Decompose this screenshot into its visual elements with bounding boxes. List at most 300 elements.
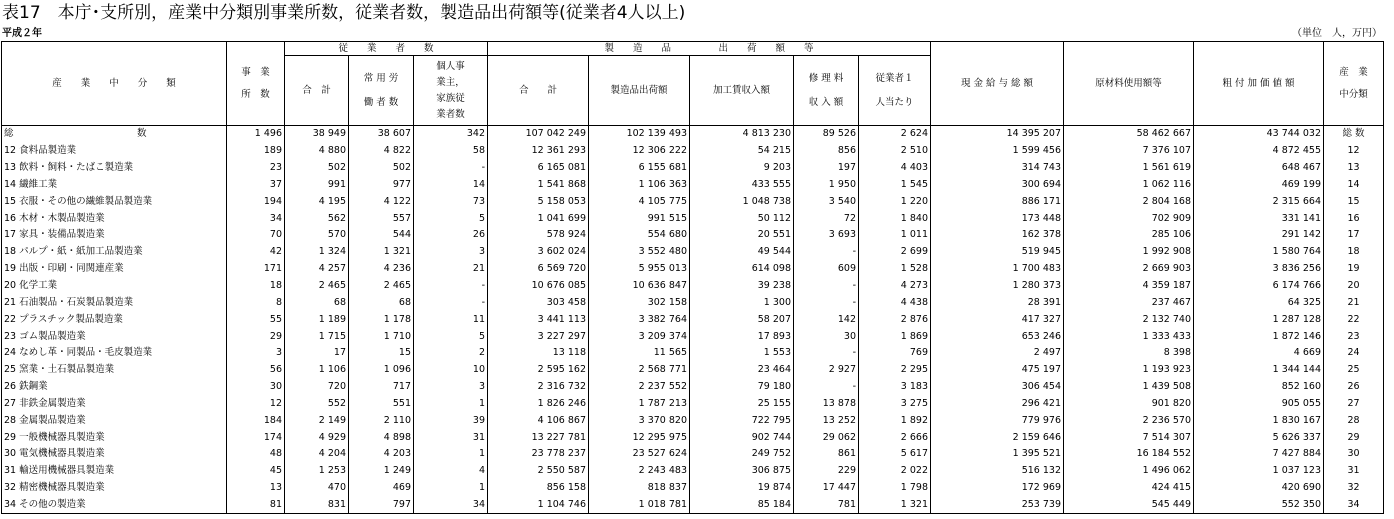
unit-label: （単位 人，万円）	[1292, 28, 1382, 39]
cell-processing-income: 722 795	[690, 412, 794, 429]
cell-employees-total: 1 715	[285, 328, 349, 345]
header-emp-individual-line1: 個人事	[436, 60, 465, 72]
cell-cash-wages: 886 171	[931, 193, 1064, 210]
cell-cash-wages: 28 391	[931, 294, 1064, 311]
cell-employees-total: 831	[285, 497, 349, 514]
table-row	[2, 177, 1384, 194]
cell-regular-workers: 469	[349, 480, 414, 497]
cell-gross-value-added: 331 141	[1194, 210, 1324, 227]
cell-repair-income: 2 927	[794, 362, 859, 379]
cell-shipments-total: 2 316 732	[488, 379, 589, 396]
cell-shipments-total: 2 595 162	[488, 362, 589, 379]
cell-materials-cost: 1 439 508	[1064, 379, 1194, 396]
cell-materials-cost: 1 193 923	[1064, 362, 1194, 379]
cell-cash-wages: 1 395 521	[931, 446, 1064, 463]
cell-repair-income: -	[794, 294, 859, 311]
cell-repair-income: 13 878	[794, 396, 859, 413]
cell-cash-wages: 1 700 483	[931, 261, 1064, 278]
cell-gross-value-added: 648 467	[1194, 160, 1324, 177]
cell-shipments-total: 4 106 867	[488, 412, 589, 429]
cell-materials-cost: 4 359 187	[1064, 278, 1194, 295]
cell-industry-code: 17	[1324, 227, 1384, 244]
header-emp-regular	[349, 56, 414, 126]
header-establishments-line2: 所 数	[241, 88, 270, 100]
cell-cash-wages: 306 454	[931, 379, 1064, 396]
cell-processing-income: 1 048 738	[690, 193, 794, 210]
cell-individual-family: 10	[414, 362, 488, 379]
cell-materials-cost: 1 496 062	[1064, 463, 1194, 480]
cell-name: 12 食料品製造業	[2, 143, 227, 160]
cell-employees-total: 4 195	[285, 193, 349, 210]
cell-individual-family: 3	[414, 379, 488, 396]
cell-materials-cost: 8 398	[1064, 345, 1194, 362]
cell-per-employee: 2 295	[859, 362, 931, 379]
cell-materials-cost: 1 992 908	[1064, 244, 1194, 261]
cell-industry-code: 16	[1324, 210, 1384, 227]
cell-cash-wages: 653 246	[931, 328, 1064, 345]
cell-individual-family: -	[414, 160, 488, 177]
cell-repair-income: 29 062	[794, 429, 859, 446]
cell-establishments: 42	[227, 244, 285, 261]
cell-name: 25 窯業・土石製品製造業	[2, 362, 227, 379]
cell-regular-workers: 1 710	[349, 328, 414, 345]
table-row	[2, 412, 1384, 429]
cell-materials-cost: 285 106	[1064, 227, 1194, 244]
cell-gross-value-added: 469 199	[1194, 177, 1324, 194]
table-row	[2, 126, 1384, 143]
cell-goods-shipments: 1 018 781	[589, 497, 690, 514]
cell-gross-value-added: 43 744 032	[1194, 126, 1324, 143]
cell-cash-wages: 779 976	[931, 412, 1064, 429]
cell-individual-family: 34	[414, 497, 488, 514]
table-row	[2, 328, 1384, 345]
cell-establishments: 8	[227, 294, 285, 311]
cell-name: 13 飲料・飼料・たばこ製造業	[2, 160, 227, 177]
cell-gross-value-added: 2 315 664	[1194, 193, 1324, 210]
cell-regular-workers: 551	[349, 396, 414, 413]
cell-employees-total: 4 929	[285, 429, 349, 446]
cell-processing-income: 902 744	[690, 429, 794, 446]
cell-materials-cost: 7 376 107	[1064, 143, 1194, 160]
header-industry-code	[1324, 42, 1384, 126]
cell-individual-family: -	[414, 294, 488, 311]
cell-employees-total: 1 253	[285, 463, 349, 480]
cell-repair-income: -	[794, 379, 859, 396]
cell-goods-shipments: 23 527 624	[589, 446, 690, 463]
cell-materials-cost: 1 333 433	[1064, 328, 1194, 345]
header-employees-group: 従 業 者 数	[285, 42, 488, 56]
header-value-added: 粗 付 加 価 値 額	[1194, 42, 1324, 126]
cell-materials-cost: 545 449	[1064, 497, 1194, 514]
table-title: 表17 本庁･支所別，産業中分類別事業所数，従業者数，製造品出荷額等(従業者4人以上)	[2, 3, 686, 23]
cell-cash-wages: 162 378	[931, 227, 1064, 244]
cell-shipments-total: 6 569 720	[488, 261, 589, 278]
cell-shipments-total: 12 361 293	[488, 143, 589, 160]
cell-employees-total: 991	[285, 177, 349, 194]
cell-per-employee: 1 011	[859, 227, 931, 244]
cell-per-employee: 2 022	[859, 463, 931, 480]
cell-per-employee: 1 798	[859, 480, 931, 497]
cell-name: 17 家具・装備品製造業	[2, 227, 227, 244]
cell-goods-shipments: 554 680	[589, 227, 690, 244]
cell-shipments-total: 3 227 297	[488, 328, 589, 345]
cell-name: 22 プラスチック製品製造業	[2, 311, 227, 328]
cell-processing-income: 54 215	[690, 143, 794, 160]
header-emp-individual-line4: 業者数	[436, 108, 465, 120]
cell-goods-shipments: 3 370 820	[589, 412, 690, 429]
cell-establishments: 37	[227, 177, 285, 194]
cell-per-employee: 4 403	[859, 160, 931, 177]
cell-cash-wages: 2 497	[931, 345, 1064, 362]
cell-processing-income: 4 813 230	[690, 126, 794, 143]
cell-repair-income: -	[794, 278, 859, 295]
cell-regular-workers: 502	[349, 160, 414, 177]
cell-employees-total: 2 149	[285, 412, 349, 429]
cell-name: 16 木材・木製品製造業	[2, 210, 227, 227]
cell-gross-value-added: 4 669	[1194, 345, 1324, 362]
cell-establishments: 34	[227, 210, 285, 227]
cell-establishments: 174	[227, 429, 285, 446]
cell-per-employee: 3 183	[859, 379, 931, 396]
cell-regular-workers: 557	[349, 210, 414, 227]
cell-regular-workers: 4 822	[349, 143, 414, 160]
header-industry-code-line1: 産 業	[1339, 66, 1368, 78]
header-emp-individual-line2: 業主，	[436, 76, 465, 88]
cell-materials-cost: 1 561 619	[1064, 160, 1194, 177]
cell-industry-code: 34	[1324, 497, 1384, 514]
cell-shipments-total: 1 104 746	[488, 497, 589, 514]
cell-individual-family: 21	[414, 261, 488, 278]
cell-regular-workers: 2 110	[349, 412, 414, 429]
cell-gross-value-added: 552 350	[1194, 497, 1324, 514]
cell-individual-family: 11	[414, 311, 488, 328]
cell-processing-income: 9 203	[690, 160, 794, 177]
cell-shipments-total: 10 676 085	[488, 278, 589, 295]
cell-regular-workers: 977	[349, 177, 414, 194]
cell-per-employee: 5 617	[859, 446, 931, 463]
cell-processing-income: 249 752	[690, 446, 794, 463]
cell-industry-code: 32	[1324, 480, 1384, 497]
cell-individual-family: 26	[414, 227, 488, 244]
cell-per-employee: 4 438	[859, 294, 931, 311]
cell-processing-income: 58 207	[690, 311, 794, 328]
cell-gross-value-added: 1 344 144	[1194, 362, 1324, 379]
cell-goods-shipments: 1 787 213	[589, 396, 690, 413]
cell-materials-cost: 424 415	[1064, 480, 1194, 497]
cell-per-employee: 3 275	[859, 396, 931, 413]
table-row	[2, 311, 1384, 328]
cell-per-employee: 2 666	[859, 429, 931, 446]
cell-name: 32 精密機械器具製造業	[2, 480, 227, 497]
statistics-table	[1, 41, 1384, 514]
cell-cash-wages: 14 395 207	[931, 126, 1064, 143]
cell-per-employee: 2 510	[859, 143, 931, 160]
cell-industry-code: 22	[1324, 311, 1384, 328]
cell-shipments-total: 107 042 249	[488, 126, 589, 143]
cell-establishments: 81	[227, 497, 285, 514]
cell-establishments: 184	[227, 412, 285, 429]
cell-employees-total: 1 106	[285, 362, 349, 379]
cell-processing-income: 1 300	[690, 294, 794, 311]
cell-goods-shipments: 12 306 222	[589, 143, 690, 160]
cell-cash-wages: 516 132	[931, 463, 1064, 480]
cell-employees-total: 562	[285, 210, 349, 227]
cell-cash-wages: 296 421	[931, 396, 1064, 413]
cell-shipments-total: 1 826 246	[488, 396, 589, 413]
cell-gross-value-added: 905 055	[1194, 396, 1324, 413]
cell-shipments-total: 6 165 081	[488, 160, 589, 177]
cell-individual-family: 342	[414, 126, 488, 143]
cell-regular-workers: 1 321	[349, 244, 414, 261]
cell-cash-wages: 417 327	[931, 311, 1064, 328]
cell-gross-value-added: 1 830 167	[1194, 412, 1324, 429]
cell-industry-code: 19	[1324, 261, 1384, 278]
cell-individual-family: 1	[414, 480, 488, 497]
cell-shipments-total: 13 118	[488, 345, 589, 362]
cell-gross-value-added: 1 287 128	[1194, 311, 1324, 328]
cell-industry-code: 26	[1324, 379, 1384, 396]
cell-materials-cost: 2 669 903	[1064, 261, 1194, 278]
cell-repair-income: 856	[794, 143, 859, 160]
cell-processing-income: 39 238	[690, 278, 794, 295]
cell-name: 21 石油製品・石炭製品製造業	[2, 294, 227, 311]
header-establishments	[227, 42, 285, 126]
cell-gross-value-added: 420 690	[1194, 480, 1324, 497]
cell-shipments-total: 856 158	[488, 480, 589, 497]
table-row	[2, 497, 1384, 514]
cell-processing-income: 306 875	[690, 463, 794, 480]
table-row	[2, 244, 1384, 261]
cell-gross-value-added: 852 160	[1194, 379, 1324, 396]
cell-establishments: 18	[227, 278, 285, 295]
cell-per-employee: 1 528	[859, 261, 931, 278]
cell-repair-income: -	[794, 345, 859, 362]
cell-gross-value-added: 1 872 146	[1194, 328, 1324, 345]
cell-individual-family: 1	[414, 446, 488, 463]
cell-materials-cost: 1 062 116	[1064, 177, 1194, 194]
cell-processing-income: 23 464	[690, 362, 794, 379]
header-ship-repair	[794, 56, 859, 126]
cell-goods-shipments: 4 105 775	[589, 193, 690, 210]
cell-gross-value-added: 3 836 256	[1194, 261, 1324, 278]
cell-goods-shipments: 2 568 771	[589, 362, 690, 379]
cell-establishments: 29	[227, 328, 285, 345]
cell-per-employee: 1 321	[859, 497, 931, 514]
cell-gross-value-added: 1 580 764	[1194, 244, 1324, 261]
cell-industry-code: 18	[1324, 244, 1384, 261]
cell-shipments-total: 578 924	[488, 227, 589, 244]
table-row	[2, 379, 1384, 396]
cell-cash-wages: 519 945	[931, 244, 1064, 261]
header-emp-total: 合 計	[285, 56, 349, 126]
cell-shipments-total: 2 550 587	[488, 463, 589, 480]
cell-regular-workers: 15	[349, 345, 414, 362]
cell-establishments: 3	[227, 345, 285, 362]
cell-name: 24 なめし革・同製品・毛皮製造業	[2, 345, 227, 362]
cell-processing-income: 50 112	[690, 210, 794, 227]
cell-gross-value-added: 1 037 123	[1194, 463, 1324, 480]
cell-employees-total: 570	[285, 227, 349, 244]
cell-repair-income: 229	[794, 463, 859, 480]
header-ship-goods: 製造品出荷額	[589, 56, 690, 126]
table-row	[2, 294, 1384, 311]
header-emp-individual	[414, 56, 488, 126]
header-shipments-group: 製 造 品 出 荷 額 等	[488, 42, 931, 56]
cell-employees-total: 68	[285, 294, 349, 311]
cell-processing-income: 49 544	[690, 244, 794, 261]
cell-industry-code: 総 数	[1324, 126, 1384, 143]
header-materials: 原材料使用額等	[1064, 42, 1194, 126]
table-row	[2, 362, 1384, 379]
cell-per-employee: 4 273	[859, 278, 931, 295]
cell-industry-code: 23	[1324, 328, 1384, 345]
cell-gross-value-added: 291 142	[1194, 227, 1324, 244]
table-row	[2, 463, 1384, 480]
cell-employees-total: 720	[285, 379, 349, 396]
cell-materials-cost: 901 820	[1064, 396, 1194, 413]
cell-regular-workers: 4 203	[349, 446, 414, 463]
table-row	[2, 480, 1384, 497]
cell-gross-value-added: 7 427 884	[1194, 446, 1324, 463]
cell-individual-family: 39	[414, 412, 488, 429]
cell-goods-shipments: 5 955 013	[589, 261, 690, 278]
header-ship-per-employee-line1: 従業者１	[875, 72, 914, 84]
cell-goods-shipments: 2 237 552	[589, 379, 690, 396]
header-emp-regular-line2: 働 者 数	[363, 96, 399, 108]
table-row	[2, 143, 1384, 160]
cell-processing-income: 20 551	[690, 227, 794, 244]
table-row	[2, 193, 1384, 210]
table-body	[2, 126, 1384, 514]
cell-goods-shipments: 3 209 374	[589, 328, 690, 345]
cell-regular-workers: 1 249	[349, 463, 414, 480]
cell-employees-total: 502	[285, 160, 349, 177]
cell-name: 34 その他の製造業	[2, 497, 227, 514]
cell-industry-code: 20	[1324, 278, 1384, 295]
cell-repair-income: -	[794, 244, 859, 261]
cell-per-employee: 1 220	[859, 193, 931, 210]
cell-gross-value-added: 5 626 337	[1194, 429, 1324, 446]
cell-establishments: 48	[227, 446, 285, 463]
cell-name: 23 ゴム製品製造業	[2, 328, 227, 345]
cell-employees-total: 4 204	[285, 446, 349, 463]
cell-industry-code: 24	[1324, 345, 1384, 362]
cell-materials-cost: 16 184 552	[1064, 446, 1194, 463]
cell-goods-shipments: 1 106 363	[589, 177, 690, 194]
cell-shipments-total: 13 227 781	[488, 429, 589, 446]
cell-repair-income: 30	[794, 328, 859, 345]
cell-regular-workers: 4 236	[349, 261, 414, 278]
cell-establishments: 45	[227, 463, 285, 480]
table-row	[2, 429, 1384, 446]
table-row	[2, 261, 1384, 278]
cell-per-employee: 2 699	[859, 244, 931, 261]
cell-repair-income: 142	[794, 311, 859, 328]
cell-goods-shipments: 302 158	[589, 294, 690, 311]
header-emp-individual-line3: 家族従	[436, 92, 465, 104]
cell-individual-family: 31	[414, 429, 488, 446]
cell-repair-income: 861	[794, 446, 859, 463]
cell-goods-shipments: 11 565	[589, 345, 690, 362]
cell-goods-shipments: 991 515	[589, 210, 690, 227]
cell-processing-income: 85 184	[690, 497, 794, 514]
cell-regular-workers: 544	[349, 227, 414, 244]
cell-name: 28 金属製品製造業	[2, 412, 227, 429]
cell-individual-family: 5	[414, 210, 488, 227]
cell-processing-income: 1 553	[690, 345, 794, 362]
cell-establishments: 1 496	[227, 126, 285, 143]
cell-establishments: 13	[227, 480, 285, 497]
cell-establishments: 12	[227, 396, 285, 413]
cell-employees-total: 2 465	[285, 278, 349, 295]
cell-regular-workers: 797	[349, 497, 414, 514]
table-row	[2, 446, 1384, 463]
cell-per-employee: 2 624	[859, 126, 931, 143]
cell-individual-family: 73	[414, 193, 488, 210]
cell-cash-wages: 173 448	[931, 210, 1064, 227]
header-ship-per-employee	[859, 56, 931, 126]
year-label: 平成２年	[2, 28, 42, 39]
cell-gross-value-added: 4 872 455	[1194, 143, 1324, 160]
cell-employees-total: 1 189	[285, 311, 349, 328]
cell-processing-income: 79 180	[690, 379, 794, 396]
cell-processing-income: 614 098	[690, 261, 794, 278]
header-ship-repair-line2: 収 入 額	[808, 96, 844, 108]
cell-shipments-total: 5 158 053	[488, 193, 589, 210]
cell-processing-income: 19 874	[690, 480, 794, 497]
cell-regular-workers: 68	[349, 294, 414, 311]
cell-employees-total: 552	[285, 396, 349, 413]
cell-materials-cost: 7 514 307	[1064, 429, 1194, 446]
cell-cash-wages: 1 280 373	[931, 278, 1064, 295]
cell-cash-wages: 172 969	[931, 480, 1064, 497]
cell-goods-shipments: 6 155 681	[589, 160, 690, 177]
cell-establishments: 189	[227, 143, 285, 160]
cell-establishments: 56	[227, 362, 285, 379]
cell-per-employee: 1 892	[859, 412, 931, 429]
cell-repair-income: 3 540	[794, 193, 859, 210]
header-ship-per-employee-line2: 人当たり	[875, 96, 914, 108]
header-industry-code-line2: 中分類	[1339, 88, 1368, 100]
cell-individual-family: 4	[414, 463, 488, 480]
cell-repair-income: 609	[794, 261, 859, 278]
cell-industry-code: 29	[1324, 429, 1384, 446]
cell-processing-income: 17 893	[690, 328, 794, 345]
cell-regular-workers: 2 465	[349, 278, 414, 295]
cell-regular-workers: 1 178	[349, 311, 414, 328]
cell-regular-workers: 1 096	[349, 362, 414, 379]
cell-repair-income: 13 252	[794, 412, 859, 429]
cell-shipments-total: 1 541 868	[488, 177, 589, 194]
cell-individual-family: 2	[414, 345, 488, 362]
cell-establishments: 23	[227, 160, 285, 177]
cell-shipments-total: 3 602 024	[488, 244, 589, 261]
cell-cash-wages: 314 743	[931, 160, 1064, 177]
cell-industry-code: 14	[1324, 177, 1384, 194]
cell-goods-shipments: 102 139 493	[589, 126, 690, 143]
cell-repair-income: 3 693	[794, 227, 859, 244]
cell-name: 14 繊維工業	[2, 177, 227, 194]
table-row	[2, 345, 1384, 362]
cell-repair-income: 1 950	[794, 177, 859, 194]
cell-individual-family: 5	[414, 328, 488, 345]
cell-shipments-total: 3 441 113	[488, 311, 589, 328]
cell-gross-value-added: 6 174 766	[1194, 278, 1324, 295]
header-emp-regular-line1: 常 用 労	[363, 72, 399, 84]
cell-regular-workers: 717	[349, 379, 414, 396]
cell-individual-family: 3	[414, 244, 488, 261]
cell-per-employee: 1 840	[859, 210, 931, 227]
